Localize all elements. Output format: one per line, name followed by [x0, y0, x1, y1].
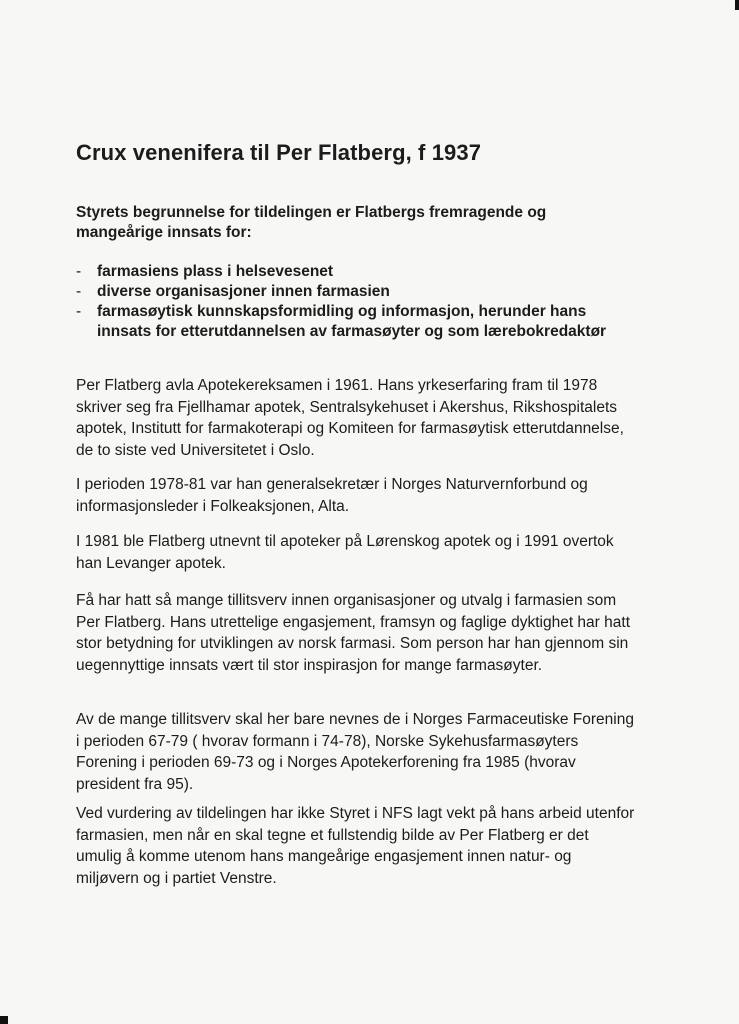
merit-list [76, 262, 636, 342]
paragraph-foreninger: Av de mange tillitsverv skal her bare nevnes de i Norges Farmaceutiske Forening i perioden 67-79 ( hvorav formann i 74-78), Norske Sykehusfarmasøyters Forening i perioden 69-73 og i Norges Apotekerforening fra 1985 (hvorav president fra 95). [76, 711, 634, 793]
paragraph-naturvern: I perioden 1978-81 var han generalsekretær i Norges Naturvernforbund og informasjonsleder i Folkeaksjonen, Alta. [76, 476, 588, 515]
bullet-dash: - [76, 283, 82, 300]
paragraph-apoteker: I 1981 ble Flatberg utnevnt til apoteker på Lørenskog apotek og i 1991 overtok han Levanger apotek. [76, 533, 614, 572]
bullet-dash: - [76, 263, 82, 280]
list-item-text: diverse organisasjoner innen farmasien [97, 283, 390, 300]
list-item-text: farmasøytisk kunnskapsformidling og informasjon, herunder hans innsats for etterutdannelsen av farmasøyter og som lærebokredaktør [97, 303, 607, 340]
paragraph-tillitsverv: Få har hatt så mange tillitsverv innen organisasjoner og utvalg i farmasien som Per Flatberg. Hans utrettelige engasjement, framsyn og faglige dyktighet har hatt stor betydning for utviklingen av norsk farmasi. Som person har han gjennom sin uegennyttige innsats vært til stor inspirasjon for mange farmasøyter. [76, 592, 630, 674]
intro-statement: Styrets begrunnelse for tildelingen er Flatbergs fremragende og mangeårige innsats for: [76, 204, 547, 241]
scan-edge-mark [0, 1016, 8, 1024]
bullet-dash: - [76, 303, 82, 320]
list-item [76, 282, 636, 302]
list-item [76, 262, 636, 282]
list-item-text: farmasiens plass i helsevesenet [97, 263, 334, 280]
paragraph-vurdering: Ved vurdering av tildelingen har ikke Styret i NFS lagt vekt på hans arbeid utenfor farmasien, men når en skal tegne et fullstendig bilde av Per Flatberg er det umulig å komme utenom hans mangeårige engasjement innen natur- og miljøvern og i partiet Venstre. [76, 805, 635, 887]
document-title: Crux venenifera til Per Flatberg, f 1937 [76, 140, 482, 165]
list-item [76, 302, 636, 342]
scan-edge-mark [735, 0, 739, 10]
paragraph-career: Per Flatberg avla Apotekereksamen i 1961. Hans yrkeserfaring fram til 1978 skriver seg fra Fjellhamar apotek, Sentralsykehuset i Akershus, Rikshospitalets apotek, Institutt for farmakoterapi og Komiteen for farmasøytisk etterutdannelse, de to siste ved Universitetet i Oslo. [76, 377, 624, 459]
